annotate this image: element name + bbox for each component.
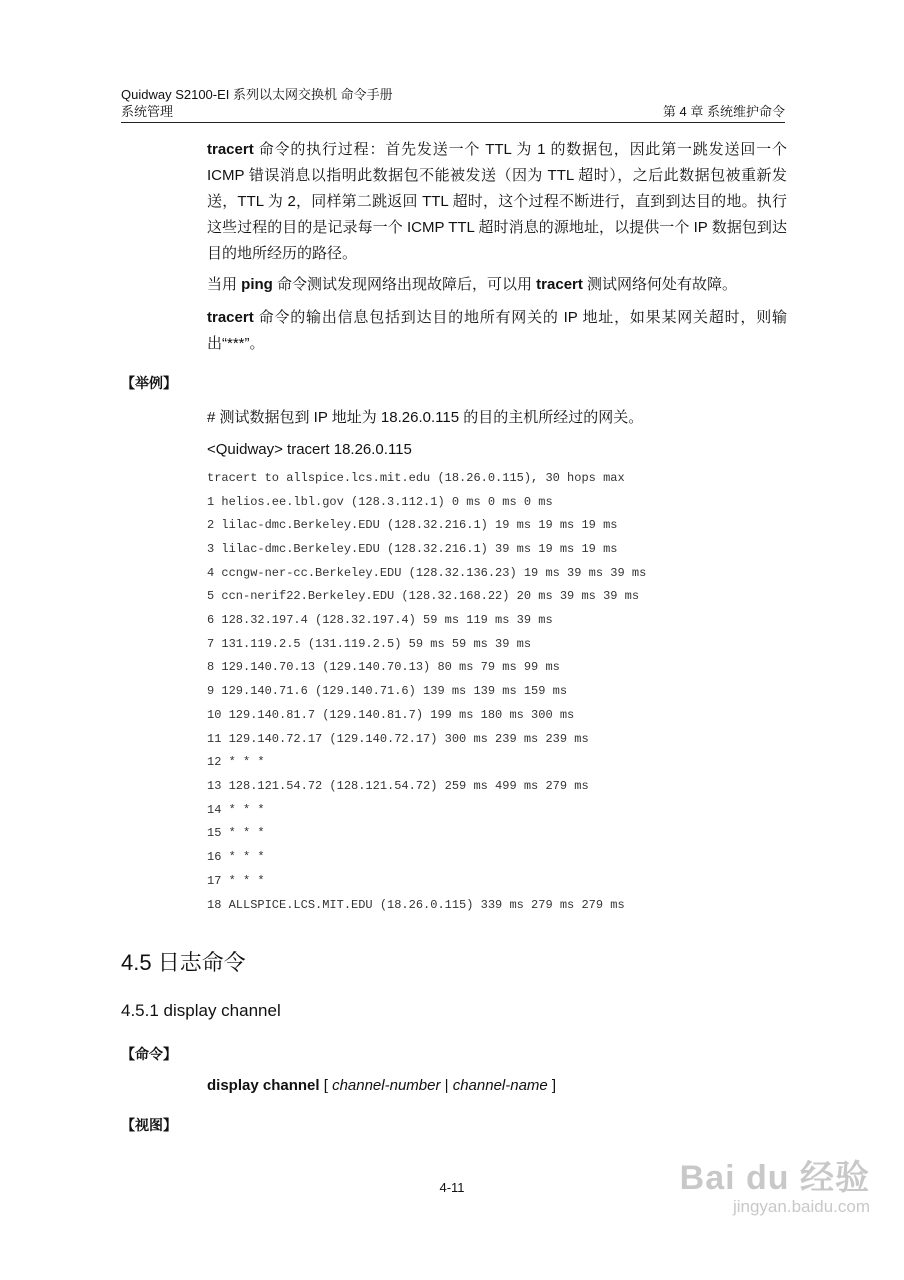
command-tag: 【命令】 (121, 1046, 177, 1062)
output-line: 6 128.32.197.4 (128.32.197.4) 59 ms 119 ms 39 ms (207, 613, 553, 627)
subsection-heading: 4.5.1 display channel (121, 1001, 281, 1020)
output-line: 9 129.140.71.6 (129.140.71.6) 139 ms 139 ms 159 ms (207, 684, 568, 698)
output-line: 11 129.140.72.17 (129.140.72.17) 300 ms 239 ms 239 ms (207, 732, 589, 746)
example-tag: 【举例】 (121, 375, 177, 391)
output-line: 1 helios.ee.lbl.gov (128.3.112.1) 0 ms 0 ms 0 ms (207, 495, 553, 509)
header-section: 系统管理 (121, 104, 174, 119)
example-comment: # 测试数据包到 IP 地址为 18.26.0.115 的目的主机所经过的网关。 (207, 409, 644, 426)
tracert-keyword-3: tracert (207, 309, 254, 326)
tracert-keyword: tracert (207, 141, 254, 158)
view-tag: 【视图】 (121, 1117, 177, 1133)
p1-text: 命令的执行过程：首先发送一个 TTL 为 1 的数据包，因此第一跳发送回一个 ICMP 错误消息以指明此数据包不能被发送（因为 TTL 超时），之后此数据包被重新发送，TTL 为 2，同样第二跳返回 TTL 超时，这个过程不断进行，直到到达目的地。执行这些过程的目的是记录每一个 ICMP TTL 超时消息的源地址，以提供一个 IP 数据包到达目的地所经历的路径。 (207, 141, 787, 262)
header-chapter: 第 4 章 系统维护命令 (662, 104, 785, 119)
watermark-url: jingyan.baidu.com (732, 1197, 870, 1216)
baidu-watermark (680, 1150, 870, 1217)
watermark-brand: Bai du 经验 (679, 1159, 870, 1197)
output-line: 14 * * * (207, 803, 265, 817)
tracert-process-paragraph (207, 137, 787, 267)
syntax-close: ] (547, 1077, 557, 1094)
output-line: 3 lilac-dmc.Berkeley.EDU (128.32.216.1) 39 ms 19 ms 19 ms (207, 542, 618, 556)
syntax-open: [ (319, 1077, 333, 1094)
channel-name-arg: channel-name (452, 1077, 548, 1094)
page-header (121, 86, 785, 123)
output-line: 17 * * * (207, 874, 265, 888)
channel-number-arg: channel-number (332, 1077, 441, 1094)
output-line: 15 * * * (207, 826, 265, 840)
p2-pre: 当用 (207, 276, 242, 293)
p2-mid: 命令测试发现网络出现故障后，可以用 (272, 276, 537, 293)
ping-keyword: ping (241, 276, 273, 293)
command-keyword: display channel (207, 1077, 320, 1094)
output-line: tracert to allspice.lcs.mit.edu (18.26.0.115), 30 hops max (207, 471, 625, 485)
output-line: 5 ccn-nerif22.Berkeley.EDU (128.32.168.22) 20 ms 39 ms 39 ms (207, 589, 640, 603)
output-line: 16 * * * (207, 850, 265, 864)
output-line: 18 ALLSPICE.LCS.MIT.EDU (18.26.0.115) 339 ms 279 ms 279 ms (207, 898, 625, 912)
ping-tracert-paragraph (207, 272, 787, 298)
output-line: 10 129.140.81.7 (129.140.81.7) 199 ms 180 ms 300 ms (207, 708, 575, 722)
page-number: 4-11 (439, 1180, 465, 1195)
output-line: 7 131.119.2.5 (131.119.2.5) 59 ms 59 ms 39 ms (207, 637, 532, 651)
tracert-keyword-2: tracert (536, 276, 583, 293)
output-line: 4 ccngw-ner-cc.Berkeley.EDU (128.32.136.23) 19 ms 39 ms 39 ms (207, 566, 647, 580)
output-line: 2 lilac-dmc.Berkeley.EDU (128.32.216.1) 19 ms 19 ms 19 ms (207, 518, 618, 532)
p3-text: 命令的输出信息包括到达目的地所有网关的 IP 地址，如果某网关超时，则输出“***”。 (207, 309, 787, 352)
output-line: 12 * * * (207, 755, 265, 769)
example-prompt: <Quidway> tracert 18.26.0.115 (207, 441, 412, 458)
section-heading: 4.5 日志命令 (121, 950, 246, 975)
output-line: 13 128.121.54.72 (128.121.54.72) 259 ms 499 ms 279 ms (207, 779, 589, 793)
tracert-output-paragraph (207, 305, 787, 357)
command-syntax (207, 1077, 556, 1094)
manual-title: Quidway S2100-EI 系列以太网交换机 命令手册 (121, 87, 393, 102)
header-line-2 (121, 103, 785, 120)
syntax-separator: | (440, 1077, 453, 1094)
header-rule (121, 122, 785, 123)
output-line: 8 129.140.70.13 (129.140.70.13) 80 ms 79 ms 99 ms (207, 660, 560, 674)
p2-post: 测试网络何处有故障。 (582, 276, 738, 293)
